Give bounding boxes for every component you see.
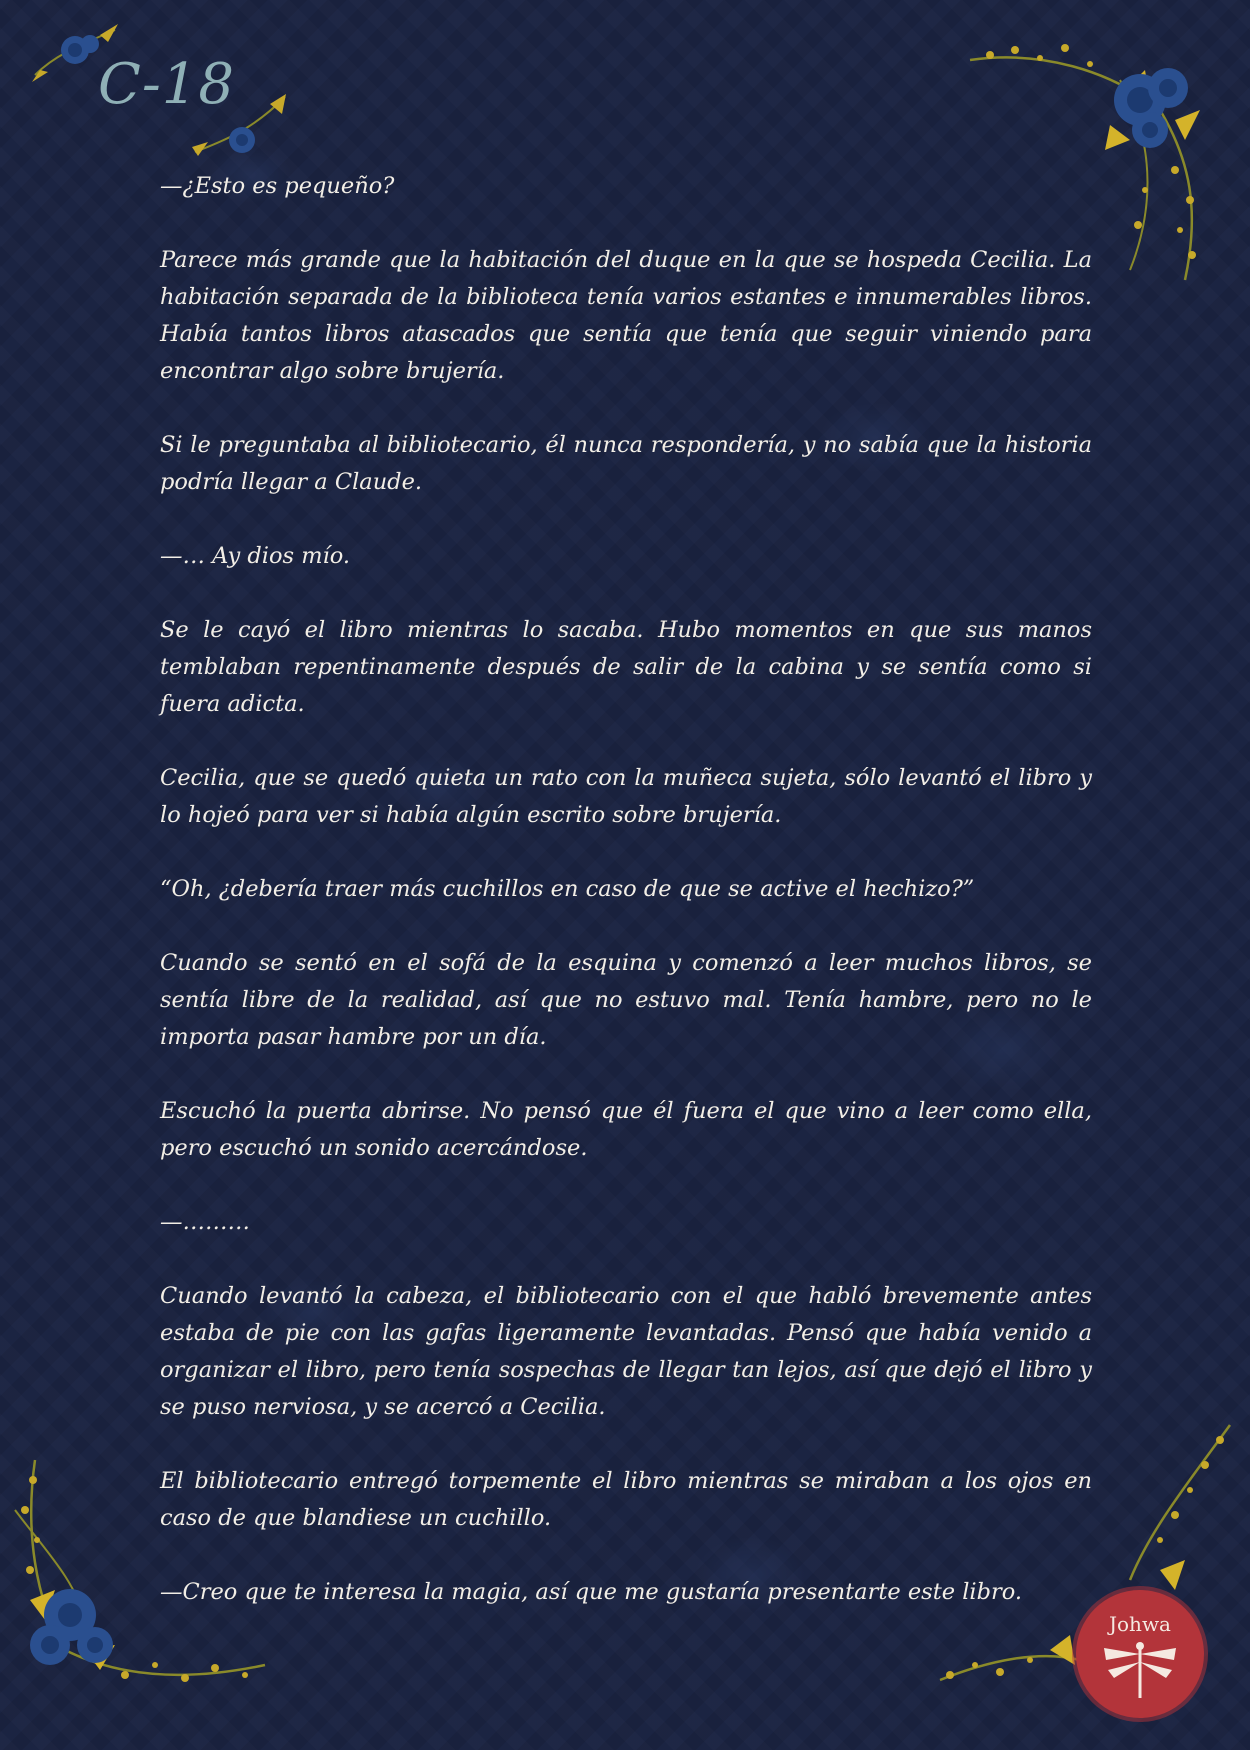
paragraph: —……… xyxy=(160,1209,250,1235)
johwa-watermark xyxy=(1076,1590,1204,1718)
paragraph: Cuando levantó la cabeza, el bibliotecario con el que habló brevemente antes estaba de pie con las gafas ligeramente levantadas. Pensó que había venido a organizar el libro, pero tenía sospechas de llegar tan lejos, así que dejó el libro y se puso nerviosa, y se acercó a Cecilia. xyxy=(160,1283,1092,1420)
paragraph: “Oh, ¿debería traer más cuchillos en caso de que se active el hechizo?” xyxy=(160,876,975,902)
paragraph: El bibliotecario entregó torpemente el libro mientras se miraban a los ojos en caso de que blandiese un cuchillo. xyxy=(160,1468,1092,1531)
paragraph: —… Ay dios mío. xyxy=(160,543,351,569)
paragraph: Se le cayó el libro mientras lo sacaba. Hubo momentos en que sus manos temblaban repentinamente después de salir de la cabina y se sentía como si fuera adicta. xyxy=(160,617,1092,717)
paragraph: Parece más grande que la habitación del duque en la que se hospeda Cecilia. La habitación separada de la biblioteca tenía varios estantes e innumerables libros. Había tantos libros atascados que sentía que tenía que seguir viniendo para encontrar algo sobre brujería. xyxy=(160,247,1092,384)
paragraph: —Creo que te interesa la magia, así que me gustaría presentarte este libro. xyxy=(160,1579,1023,1605)
paragraph: —¿Esto es pequeño? xyxy=(160,173,395,199)
paragraph: Cecilia, que se quedó quieta un rato con la muñeca sujeta, sólo levantó el libro y lo hojeó para ver si había algún escrito sobre brujería. xyxy=(160,765,1092,828)
paragraph: Si le preguntaba al bibliotecario, él nunca respondería, y no sabía que la historia podría llegar a Claude. xyxy=(160,432,1092,495)
chapter-tag: C-18 xyxy=(98,52,236,117)
watermark-label: Johwa xyxy=(1109,1612,1171,1636)
paragraph: Cuando se sentó en el sofá de la esquina y comenzó a leer muchos libros, se sentía libre de la realidad, así que no estuvo mal. Tenía hambre, pero no le importa pasar hambre por un día. xyxy=(160,950,1092,1050)
dragonfly-icon xyxy=(1100,1640,1180,1700)
story-text xyxy=(160,168,1092,1648)
paragraph: Escuchó la puerta abrirse. No pensó que él fuera el que vino a leer como ella, pero escuchó un sonido acercándose. xyxy=(160,1098,1092,1161)
